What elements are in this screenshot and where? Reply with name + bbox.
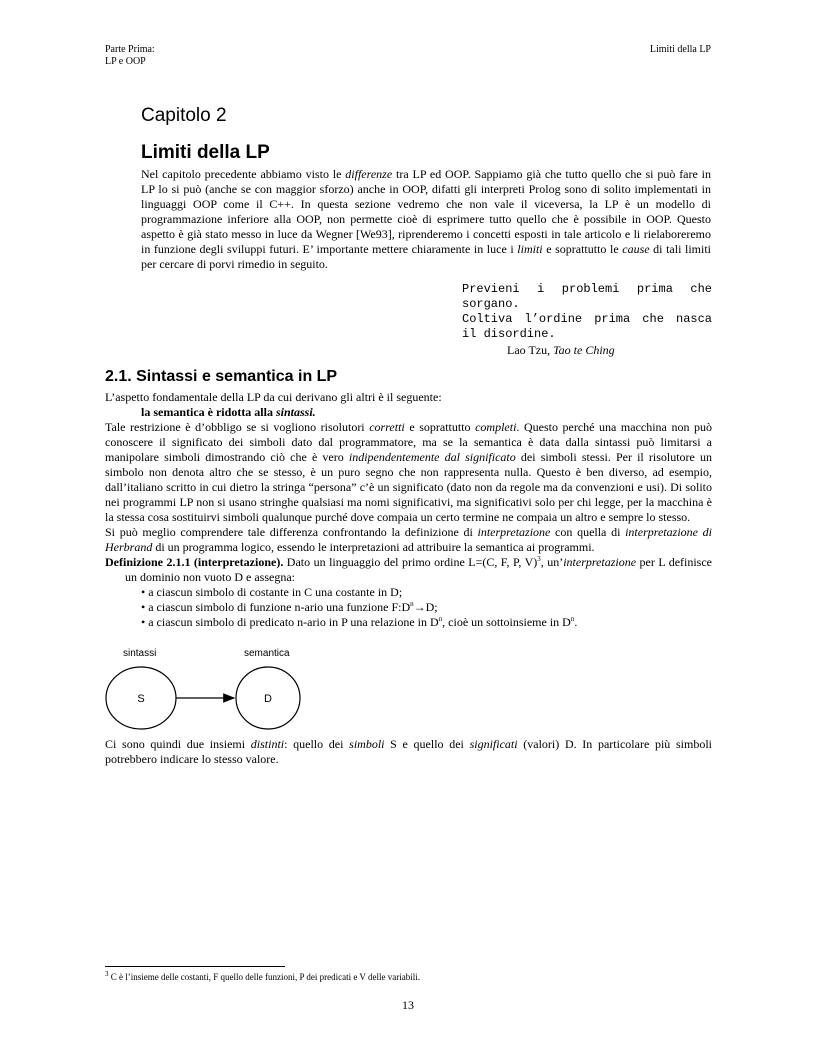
bullet-item: • a ciascun simbolo di costante in C una costante in D; [141, 585, 403, 599]
header-part: Parte Prima: [105, 44, 155, 55]
running-header-left [105, 44, 155, 68]
epigraph-line: Previeni i problemi prima che [462, 282, 712, 296]
epigraph-line: sorgano. [462, 297, 520, 311]
syntax-semantics-diagram [100, 660, 305, 740]
intro-paragraph: Nel capitolo precedente abbiamo visto le differenze tra LP ed OOP. Sappiamo già che tutto quello che si può fare in LP lo si può (anche se con maggior sforzo) anche in OOP, difatti gli interpreti Prolog sono di solito implementati in linguaggi OOP come il C++. In questa sezione vedremo che non vale il viceversa, la LP è un modello di programmazione inferiore alla OOP, non permette cioè di esprimere tutto quello che è possibile in OOP. Questo aspetto è già stato messo in luce da Wegner [We93], riprenderemo i concetti esposti in tale articolo e li rielaboreremo in funzione degli sviluppi futuri. E’ importante mettere chiaramente in luce i limiti e soprattutto le cause di tali limiti per cercare di porvi rimedio in seguito. [141, 167, 712, 271]
bullet-item: • a ciascun simbolo di predicato n-ario in P una relazione in $D^n$, cioè un sottoinsieme in $D^n$. [141, 615, 578, 629]
chapter-number: Capitolo 2 [141, 105, 227, 126]
bullet-item: • a ciascun simbolo di funzione n-ario una funzione $F:D^n\to D$; [141, 600, 438, 614]
node-label-d: D [264, 693, 272, 705]
diagram-label-semantics: semantica [244, 648, 290, 659]
closing-paragraph: Ci sono quindi due insiemi distinti: quello dei simboli S e quello dei significati (valori) D. In particolare più simboli potrebbero indicare lo stesso valore. [105, 737, 712, 766]
section-title: 2.1. Sintassi e semantica in LP [105, 368, 338, 385]
definition: Definizione 2.1.1 (interpretazione). Dato un linguaggio del primo ordine L=(C, F, P, V)$^3$, un’interpretazione per L definisce un dominio non vuoto D e assegna: [105, 555, 713, 584]
epigraph [462, 282, 712, 358]
epigraph-line: il disordine. [462, 327, 556, 341]
section-lead: L’aspetto fondamentale della LP da cui derivano gli altri è il seguente: [105, 390, 442, 404]
header-subtitle: LP e OOP [105, 56, 146, 67]
key-statement: la semantica è ridotta alla sintassi. [141, 405, 316, 419]
page-number: 13 [402, 998, 414, 1012]
epigraph-line: Coltiva l’ordine prima che nasca [462, 312, 712, 326]
footnote-rule [105, 966, 285, 967]
chapter-title: Limiti della LP [141, 142, 270, 163]
footnote: $^3$ C è l’insieme delle costanti, F quello delle funzioni, P dei predicati e V delle variabili. [105, 970, 421, 982]
epigraph-attribution: Lao Tzu, Tao te Ching [507, 343, 615, 357]
paragraph: Si può meglio comprendere tale differenza confrontando la definizione di interpretazione con quella di interpretazione di Herbrand di un programma logico, essendo le interpretazioni ad attribuire la semantica ai programmi. [105, 525, 712, 554]
section-body [105, 390, 712, 630]
running-header-right: Limiti della LP [649, 44, 711, 55]
paragraph: Tale restrizione è d’obbligo se si vogliono risolutori corretti e soprattutto completi. Questo perché una macchina non può conoscere il significato dei simboli dato dal programmatore, ma se la semantica è data dalla sintassi può limitarsi a manipolare simboli dimostrando ciò che è vero indipendentemente dal significato dei simboli stessi. Per il risolutore un simbolo non denota altro che se stesso, è un puro segno che non rappresenta nulla. Questo è ben diverso, ad esempio, dall’italiano scritto in cui dietro la stringa “persona” c’è un significato (dato non da regole ma da convenzioni e usi). Di solito nei programmi LP non si usano stringhe qualsiasi ma nomi significativi, ma significativi solo per chi legge, per la macchina è la stessa cosa sostituirvi simboli qualunque purché dove compaia un certo termine ne compaia un altro e sempre lo stesso. [105, 420, 713, 524]
diagram-label-syntax: sintassi [123, 648, 157, 659]
node-label-s: S [137, 693, 145, 705]
